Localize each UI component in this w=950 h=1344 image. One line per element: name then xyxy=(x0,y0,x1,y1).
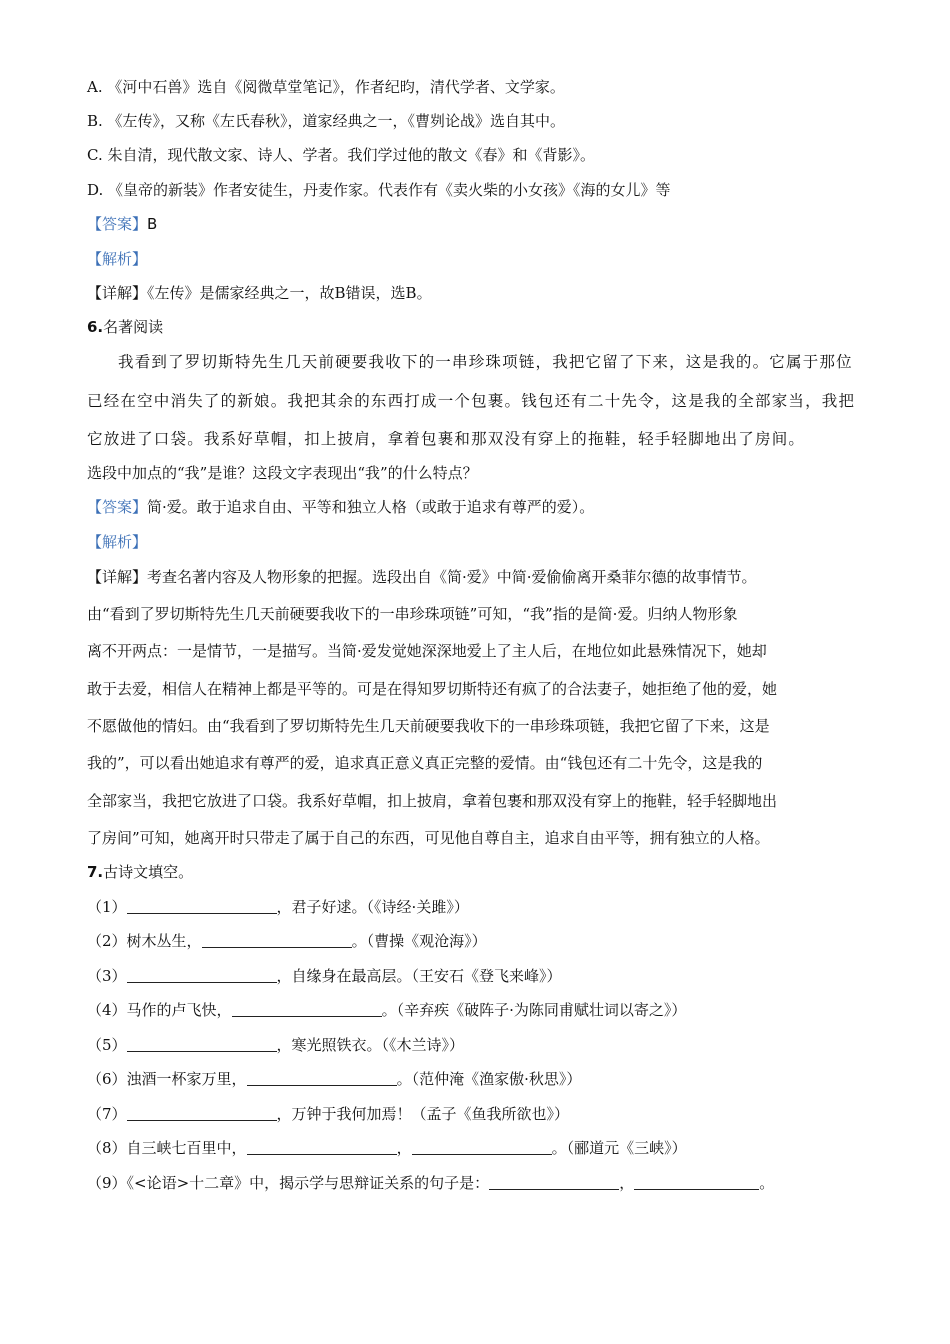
item-text: 。（范仲淹《渔家傲·秋思》） xyxy=(396,1070,582,1088)
option-c: C. 朱自清，现代散文家、诗人、学者。我们学过他的散文《春》和《背影》。 xyxy=(87,146,595,164)
item-number: （2） xyxy=(87,932,127,950)
fill-item-6 xyxy=(87,1069,877,1089)
item-text: 。（辛弃疾《破阵子·为陈同甫赋壮词以寄之》） xyxy=(381,1001,687,1019)
item-text: ，君子好逑。（《诗经·关雎》） xyxy=(276,898,469,916)
item-text: 自三峡七百里中， xyxy=(126,1139,247,1157)
option-d: D. 《皇帝的新装》作者安徒生，丹麦作家。代表作有《卖火柴的小女孩》《海的女儿》等 xyxy=(87,181,671,199)
q6-answer xyxy=(87,497,877,517)
analysis-tag: 【解析】 xyxy=(87,250,148,268)
item-text: 。 xyxy=(759,1174,775,1192)
item-text: 树木丛生， xyxy=(126,932,202,950)
answer-text: B xyxy=(147,215,158,233)
blank-line[interactable] xyxy=(489,1175,619,1190)
answer-tag: 【答案】 xyxy=(87,498,148,516)
fill-item-1 xyxy=(87,897,877,917)
fill-item-8 xyxy=(87,1138,877,1158)
fill-item-7 xyxy=(87,1104,877,1124)
passage-line: 已经在空中消失了的新娘。我把其余的东西打成一个包裹。钱包还有二十先令，这是我的全部家当，我把 xyxy=(87,392,856,410)
item-text: ，自缘身在最高层。（王安石《登飞来峰》） xyxy=(276,967,562,985)
detail-text: 《左传》是儒家经典之一，故B错误，选B。 xyxy=(147,284,432,302)
blank-line[interactable] xyxy=(247,1140,397,1155)
option-b: B. 《左传》，又称《左氏春秋》，道家经典之一，《曹刿论战》选自其中。 xyxy=(87,112,566,130)
blank-line[interactable] xyxy=(202,933,352,948)
q6-heading xyxy=(87,317,877,337)
item-number: （9） xyxy=(87,1174,127,1192)
q5-analysis xyxy=(87,249,877,269)
item-number: （4） xyxy=(87,1001,127,1019)
item-number: （1） xyxy=(87,898,127,916)
q6-detail-line xyxy=(87,567,887,587)
detail-tag: 【详解】 xyxy=(87,284,148,302)
item-number: （6） xyxy=(87,1070,127,1088)
item-text: 。（郦道元《三峡》） xyxy=(551,1139,687,1157)
q5-answer xyxy=(87,214,877,234)
option-a: A. 《河中石兽》选自《阅微草堂笔记》，作者纪昀，清代学者、文学家。 xyxy=(87,78,565,96)
passage-line: 它放进了口袋。我系好草帽，扣上披肩，拿着包裹和那双没有穿上的拖鞋，轻手轻脚地出了房间。 xyxy=(87,430,806,448)
question-number: 7. xyxy=(87,863,104,881)
fill-item-3 xyxy=(87,966,877,986)
item-number: （3） xyxy=(87,967,127,985)
item-text: ， xyxy=(619,1174,635,1192)
q5-detail xyxy=(87,283,877,303)
item-text: ，寒光照铁衣。（《木兰诗》） xyxy=(276,1036,465,1054)
answer-text: 简·爱。敢于追求自由、平等和独立人格（或敢于追求有尊严的爱）。 xyxy=(147,498,595,516)
blank-line[interactable] xyxy=(412,1140,552,1155)
fill-item-2 xyxy=(87,931,877,951)
item-text: 《<论语>十二章》中，揭示学与思辩证关系的句子是： xyxy=(126,1174,490,1192)
blank-line[interactable] xyxy=(127,968,277,983)
fill-item-9 xyxy=(87,1173,877,1193)
item-text: ，万钟于我何加焉！（孟子《鱼我所欲也》） xyxy=(276,1105,570,1123)
q6-question: 选段中加点的“我”是谁？这段文字表现出“我”的什么特点？ xyxy=(87,464,478,482)
q6-detail-line: 不愿做他的情妇。由“我看到了罗切斯特先生几天前硬要我收下的一串珍珠项链，我把它留了下来，这是 xyxy=(87,717,770,735)
q6-detail-line: 敢于去爱，相信人在精神上都是平等的。可是在得知罗切斯特还有疯了的合法妻子，她拒绝了他的爱，她 xyxy=(87,680,778,698)
blank-line[interactable] xyxy=(247,1071,397,1086)
fill-item-4 xyxy=(87,1000,877,1020)
blank-line[interactable] xyxy=(127,1037,277,1052)
q6-detail-line: 全部家当，我把它放进了口袋。我系好草帽，扣上披肩，拿着包裹和那双没有穿上的拖鞋，轻手轻脚地出 xyxy=(87,792,778,810)
question-title: 名著阅读 xyxy=(103,318,164,336)
item-text: ， xyxy=(396,1139,412,1157)
q6-detail-line: 了房间”可知，她离开时只带走了属于自己的东西，可见他自尊自主，追求自由平等，拥有独立的人格。 xyxy=(87,829,770,847)
blank-line[interactable] xyxy=(634,1175,759,1190)
detail-text: 考查名著内容及人物形象的把握。选段出自《简·爱》中简·爱偷偷离开桑菲尔德的故事情节。 xyxy=(147,568,757,586)
q6-detail-line: 由“看到了罗切斯特先生几天前硬要我收下的一串珍珠项链”可知，“我”指的是简·爱。归纳人物形象 xyxy=(87,605,738,623)
q7-heading xyxy=(87,862,877,882)
item-text: 浊酒一杯家万里， xyxy=(126,1070,247,1088)
q6-detail-line: 离不开两点：一是情节，一是描写。当简·爱发觉她深深地爱上了主人后，在地位如此悬殊情况下，她却 xyxy=(87,642,767,660)
item-text: 马作的卢飞快， xyxy=(126,1001,232,1019)
question-number: 6. xyxy=(87,318,104,336)
q6-analysis xyxy=(87,532,877,552)
analysis-tag: 【解析】 xyxy=(87,533,148,551)
item-number: （5） xyxy=(87,1036,127,1054)
q6-detail-line: 我的”，可以看出她追求有尊严的爱，追求真正意义真正完整的爱情。由“钱包还有二十先令，这是我的 xyxy=(87,754,763,772)
passage-line: 我看到了罗切斯特先生几天前硬要我收下的一串珍珠项链，我把它留了下来，这是我的。它属于那位 xyxy=(118,353,853,371)
item-number: （7） xyxy=(87,1105,127,1123)
blank-line[interactable] xyxy=(127,899,277,914)
item-text: 。（曹操《观沧海》） xyxy=(351,932,487,950)
blank-line[interactable] xyxy=(127,1106,277,1121)
detail-tag: 【详解】 xyxy=(87,568,148,586)
item-number: （8） xyxy=(87,1139,127,1157)
fill-item-5 xyxy=(87,1035,877,1055)
answer-tag: 【答案】 xyxy=(87,215,148,233)
question-title: 古诗文填空。 xyxy=(103,863,194,881)
blank-line[interactable] xyxy=(232,1002,382,1017)
